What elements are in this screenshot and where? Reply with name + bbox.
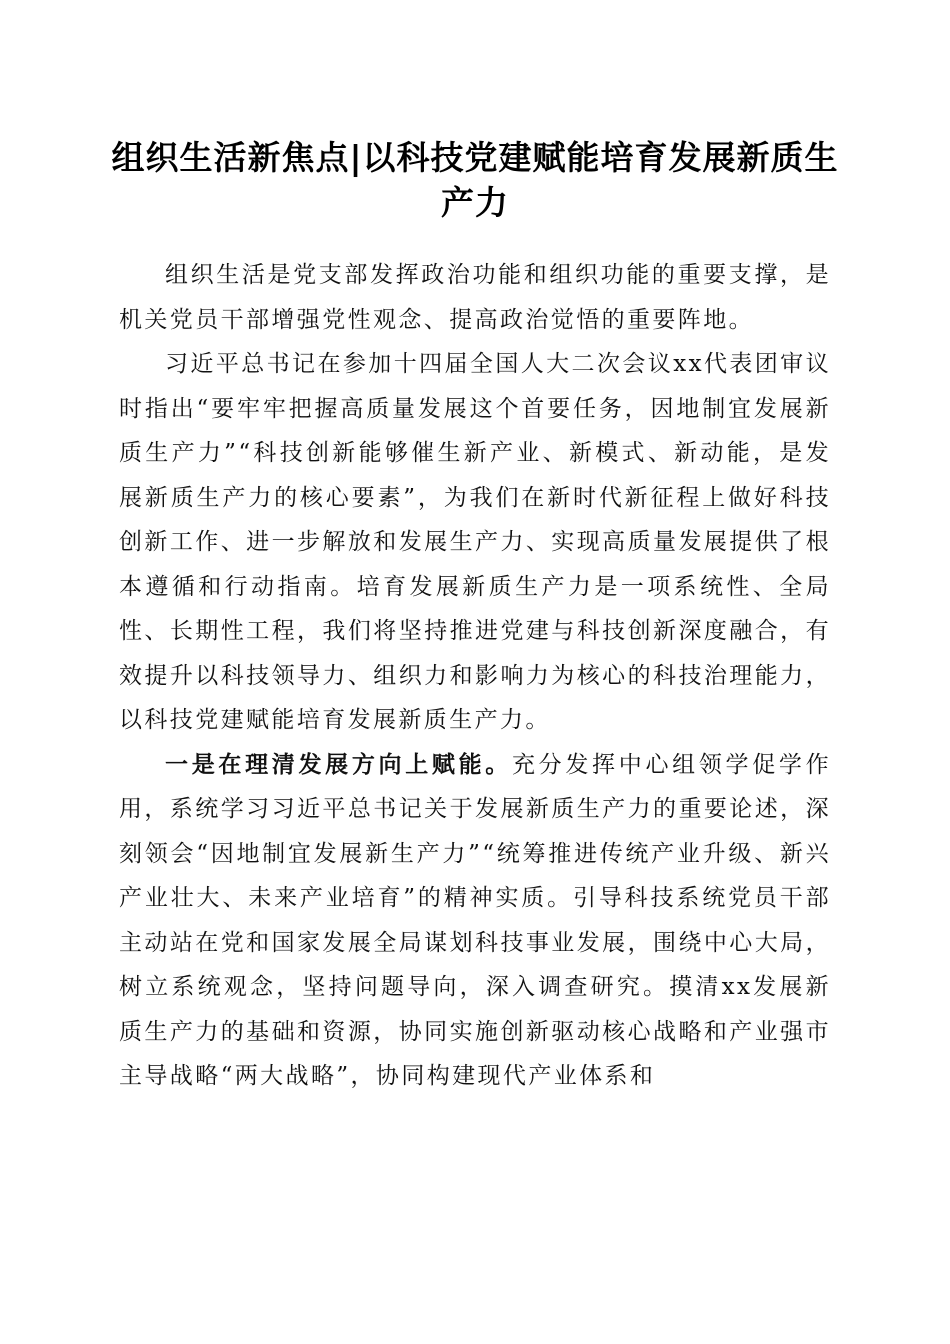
paragraph-lead: 一是在理清发展方向上赋能。: [165, 750, 512, 778]
paragraph-text: 组织生活是党支部发挥政治功能和组织功能的重要支撑，是机关党员干部增强党性观念、提高政治觉悟的重要阵地。: [119, 262, 831, 333]
paragraph: [119, 342, 831, 743]
paragraph: [119, 743, 831, 1099]
paragraph-text: 充分发挥中心组领学促学作用，系统学习习近平总书记关于发展新质生产力的重要论述，深刻领会“因地制宜发展新生产力”“统筹推进传统产业升级、新兴产业壮大、未来产业培育”的精神实质。引导科技系统党员干部主动站在党和国家发展全局谋划科技事业发展，围绕中心大局，树立系统观念，坚持问题导向，深入调查研究。摸清xx发展新质生产力的基础和资源，协同实施创新驱动核心战略和产业强市主导战略“两大战略”，协同构建现代产业体系和: [119, 751, 831, 1089]
paragraph: [119, 253, 831, 342]
paragraph-text: 习近平总书记在参加十四届全国人大二次会议xx代表团审议时指出“要牢牢把握高质量发展这个首要任务，因地制宜发展新质生产力”“科技创新能够催生新产业、新模式、新动能，是发展新质生产力的核心要素”，为我们在新时代新征程上做好科技创新工作、进一步解放和发展生产力、实现高质量发展提供了根本遵循和行动指南。培育发展新质生产力是一项系统性、全局性、长期性工程，我们将坚持推进党建与科技创新深度融合，有效提升以科技领导力、组织力和影响力为核心的科技治理能力，以科技党建赋能培育发展新质生产力。: [119, 351, 831, 733]
document-body: [119, 253, 831, 1099]
document-title: 组织生活新焦点|以科技党建赋能培育发展新质生产力: [111, 138, 839, 222]
